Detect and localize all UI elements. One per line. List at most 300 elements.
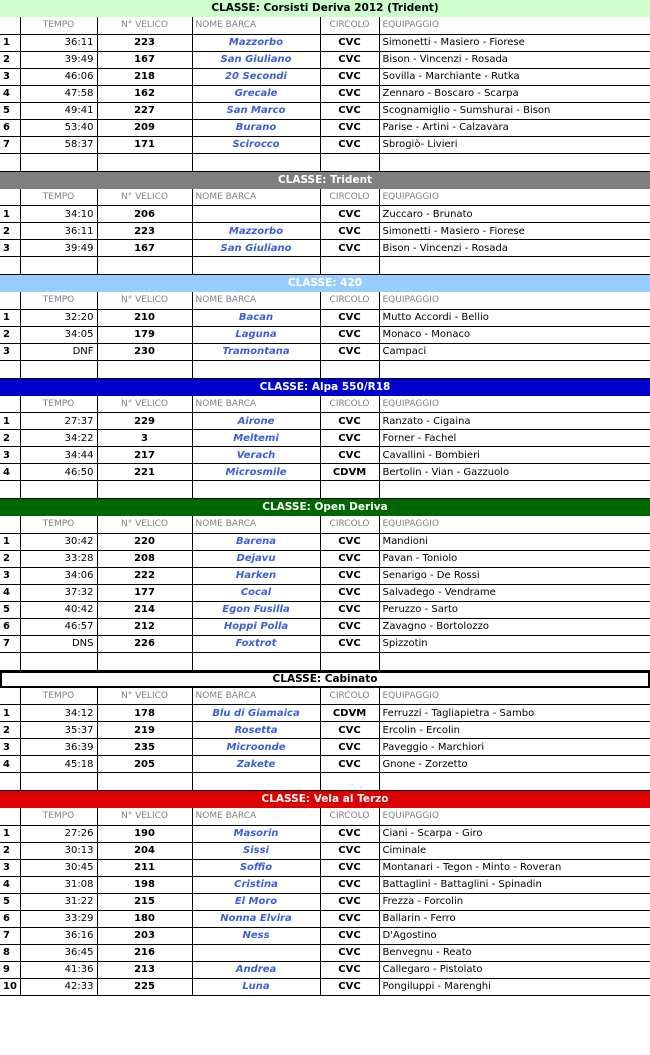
boat-name-cell: Dejavu [192,550,320,567]
boat-name-cell: Barena [192,533,320,550]
sail-number-cell: 206 [97,206,192,223]
crew-cell: Sbrogiò- Livieri [379,136,650,153]
sail-number-cell: 211 [97,859,192,876]
class-banner: CLASSE: 420 [0,275,650,292]
boat-name-cell [192,206,320,223]
table-row [0,944,650,961]
club-cell: CVC [320,635,379,652]
spacer-cell [320,652,379,670]
spacer-cell [0,481,20,499]
boat-name-cell: Mazzorbo [192,34,320,51]
position-cell: 1 [0,309,20,326]
boat-name-cell: Hoppi Polla [192,618,320,635]
club-cell: CVC [320,876,379,893]
header-time-cell: TEMPO [20,396,97,413]
position-cell: 5 [0,601,20,618]
header-club-cell: CIRCOLO [320,292,379,309]
class-banner: CLASSE: Cabinato [0,671,650,688]
spacer-cell [0,153,20,171]
club-cell: CVC [320,68,379,85]
spacer-cell [379,773,650,791]
table-row [0,722,650,739]
table-row [0,876,650,893]
time-cell: 49:41 [20,102,97,119]
table-row [0,910,650,927]
club-cell: CVC [320,859,379,876]
time-cell: 46:57 [20,618,97,635]
table-row [0,756,650,773]
sail-number-cell: 221 [97,464,192,481]
header-boat-name-cell: NOME BARCA [192,17,320,34]
sail-number-cell: 180 [97,910,192,927]
results-table [0,808,650,996]
crew-cell: Zennaro - Boscaro - Scarpa [379,85,650,102]
spacer-cell [20,257,97,275]
header-position-cell [0,516,20,533]
table-row [0,206,650,223]
boat-name-cell: Tramontana [192,343,320,360]
sail-number-cell: 204 [97,842,192,859]
time-cell: 31:22 [20,893,97,910]
header-row [0,396,650,413]
crew-cell: Mandioni [379,533,650,550]
spacer-row [0,652,650,670]
club-cell: CVC [320,756,379,773]
club-cell: CVC [320,584,379,601]
boat-name-cell: Foxtrot [192,635,320,652]
time-cell: 31:08 [20,876,97,893]
boat-name-cell: Nonna Elvira [192,910,320,927]
club-cell: CVC [320,910,379,927]
boat-name-cell: Rosetta [192,722,320,739]
position-cell: 3 [0,447,20,464]
crew-cell: Ferruzzi - Tagliapietra - Sambo [379,705,650,722]
header-position-cell [0,808,20,825]
crew-cell: Senarigo - De Rossi [379,567,650,584]
position-cell: 4 [0,876,20,893]
sail-number-cell: 214 [97,601,192,618]
sail-number-cell: 167 [97,51,192,68]
sail-number-cell: 208 [97,550,192,567]
header-row [0,516,650,533]
club-cell: CVC [320,326,379,343]
sail-number-cell: 225 [97,978,192,995]
crew-cell: Spizzotin [379,635,650,652]
sail-number-cell: 223 [97,34,192,51]
spacer-cell [20,360,97,378]
crew-cell: Zuccaro - Brunato [379,206,650,223]
table-row [0,825,650,842]
header-sail-number-cell: N° VELICO [97,396,192,413]
time-cell: 32:20 [20,309,97,326]
boat-name-cell: Luna [192,978,320,995]
sail-number-cell: 212 [97,618,192,635]
spacer-cell [0,773,20,791]
sail-number-cell: 218 [97,68,192,85]
crew-cell: Ciani - Scarpa - Giro [379,825,650,842]
spacer-cell [0,257,20,275]
boat-name-cell: Egon Fusilla [192,601,320,618]
time-cell: 36:45 [20,944,97,961]
position-cell: 9 [0,961,20,978]
results-table [0,189,650,276]
sail-number-cell: 226 [97,635,192,652]
table-row [0,533,650,550]
boat-name-cell: Grecale [192,85,320,102]
position-cell: 1 [0,533,20,550]
spacer-row [0,360,650,378]
header-crew-cell: EQUIPAGGIO [379,516,650,533]
time-cell: 33:29 [20,910,97,927]
header-crew-cell: EQUIPAGGIO [379,189,650,206]
boat-name-cell: San Giuliano [192,240,320,257]
class-banner: CLASSE: Corsisti Deriva 2012 (Trident) [0,0,650,17]
sail-number-cell: 227 [97,102,192,119]
crew-cell: Pavan - Toniolo [379,550,650,567]
crew-cell: Ciminale [379,842,650,859]
crew-cell: Ballarin - Ferro [379,910,650,927]
class-section-4 [0,379,650,500]
header-row [0,808,650,825]
club-cell: CVC [320,413,379,430]
header-boat-name-cell: NOME BARCA [192,516,320,533]
header-time-cell: TEMPO [20,516,97,533]
class-banner: CLASSE: Open Deriva [0,499,650,516]
boat-name-cell: Burano [192,119,320,136]
sail-number-cell: 229 [97,413,192,430]
crew-cell: Paveggio - Marchiori [379,739,650,756]
table-row [0,326,650,343]
spacer-row [0,153,650,171]
boat-name-cell: 20 Secondi [192,68,320,85]
position-cell: 3 [0,859,20,876]
position-cell: 2 [0,223,20,240]
crew-cell: Salvadego - Vendrame [379,584,650,601]
spacer-row [0,773,650,791]
position-cell: 3 [0,343,20,360]
time-cell: 27:26 [20,825,97,842]
spacer-cell [320,257,379,275]
boat-name-cell: Airone [192,413,320,430]
sail-number-cell: 177 [97,584,192,601]
position-cell: 5 [0,102,20,119]
spacer-cell [97,652,192,670]
time-cell: 53:40 [20,119,97,136]
sail-number-cell: 223 [97,223,192,240]
spacer-cell [379,481,650,499]
table-row [0,85,650,102]
spacer-cell [192,360,320,378]
position-cell: 7 [0,136,20,153]
time-cell: 27:37 [20,413,97,430]
header-position-cell [0,189,20,206]
boat-name-cell: Meltemi [192,430,320,447]
table-row [0,136,650,153]
position-cell: 2 [0,842,20,859]
class-banner: CLASSE: Alpa 550/R18 [0,379,650,396]
crew-cell: Simonetti - Masiero - Fiorese [379,223,650,240]
class-section-5 [0,499,650,671]
spacer-cell [97,481,192,499]
results-table [0,516,650,671]
time-cell: 34:22 [20,430,97,447]
club-cell: CVC [320,567,379,584]
spacer-cell [192,153,320,171]
header-time-cell: TEMPO [20,17,97,34]
boat-name-cell: Soffio [192,859,320,876]
club-cell: CVC [320,944,379,961]
header-sail-number-cell: N° VELICO [97,688,192,705]
crew-cell: Battaglini - Battaglini - Spinadin [379,876,650,893]
club-cell: CVC [320,825,379,842]
spacer-cell [97,773,192,791]
spacer-cell [0,652,20,670]
position-cell: 8 [0,944,20,961]
table-row [0,961,650,978]
header-boat-name-cell: NOME BARCA [192,189,320,206]
header-position-cell [0,396,20,413]
table-row [0,34,650,51]
crew-cell: Montanari - Tegon - Minto - Roveran [379,859,650,876]
time-cell: 36:39 [20,739,97,756]
table-row [0,119,650,136]
spacer-cell [97,153,192,171]
table-row [0,567,650,584]
sail-number-cell: 203 [97,927,192,944]
boat-name-cell: Cristina [192,876,320,893]
crew-cell: Pongiluppi - Marenghi [379,978,650,995]
time-cell: 30:42 [20,533,97,550]
table-row [0,413,650,430]
club-cell: CVC [320,601,379,618]
club-cell: CVC [320,34,379,51]
boat-name-cell: Blu di Giamaica [192,705,320,722]
header-boat-name-cell: NOME BARCA [192,292,320,309]
time-cell: 34:10 [20,206,97,223]
crew-cell: Peruzzo - Sarto [379,601,650,618]
position-cell: 6 [0,618,20,635]
header-crew-cell: EQUIPAGGIO [379,808,650,825]
sail-number-cell: 162 [97,85,192,102]
spacer-cell [320,153,379,171]
header-club-cell: CIRCOLO [320,516,379,533]
time-cell: DNF [20,343,97,360]
class-section-2 [0,172,650,276]
table-row [0,550,650,567]
header-boat-name-cell: NOME BARCA [192,396,320,413]
time-cell: 34:05 [20,326,97,343]
position-cell: 4 [0,464,20,481]
header-time-cell: TEMPO [20,808,97,825]
spacer-cell [379,153,650,171]
club-cell: CDVM [320,705,379,722]
crew-cell: Bison - Vincenzi - Rosada [379,240,650,257]
class-section-7 [0,791,650,996]
spacer-cell [20,481,97,499]
boat-name-cell: San Giuliano [192,51,320,68]
spacer-row [0,257,650,275]
position-cell: 1 [0,705,20,722]
time-cell: 39:49 [20,51,97,68]
sail-number-cell: 219 [97,722,192,739]
boat-name-cell: El Moro [192,893,320,910]
sail-number-cell: 205 [97,756,192,773]
time-cell: 37:32 [20,584,97,601]
header-boat-name-cell: NOME BARCA [192,808,320,825]
position-cell: 3 [0,739,20,756]
position-cell: 2 [0,722,20,739]
sail-number-cell: 216 [97,944,192,961]
header-club-cell: CIRCOLO [320,808,379,825]
time-cell: 46:06 [20,68,97,85]
club-cell: CVC [320,739,379,756]
class-section-1 [0,0,650,172]
boat-name-cell: Microonde [192,739,320,756]
time-cell: 45:18 [20,756,97,773]
crew-cell: Parise - Artini - Calzavara [379,119,650,136]
position-cell: 7 [0,927,20,944]
position-cell: 4 [0,584,20,601]
results-table [0,688,650,792]
table-row [0,430,650,447]
class-section-6 [0,671,650,792]
club-cell: CVC [320,533,379,550]
time-cell: 34:44 [20,447,97,464]
club-cell: CVC [320,309,379,326]
club-cell: CVC [320,893,379,910]
sail-number-cell: 217 [97,447,192,464]
header-crew-cell: EQUIPAGGIO [379,17,650,34]
sail-number-cell: 209 [97,119,192,136]
position-cell: 4 [0,756,20,773]
position-cell: 6 [0,910,20,927]
crew-cell: Gnone - Zorzetto [379,756,650,773]
crew-cell: Forner - Fachel [379,430,650,447]
boat-name-cell: Cocal [192,584,320,601]
club-cell: CVC [320,842,379,859]
sail-number-cell: 198 [97,876,192,893]
club-cell: CVC [320,102,379,119]
header-time-cell: TEMPO [20,189,97,206]
crew-cell: Frezza - Forcolin [379,893,650,910]
table-row [0,68,650,85]
boat-name-cell: Microsmile [192,464,320,481]
sail-number-cell: 3 [97,430,192,447]
club-cell: CVC [320,85,379,102]
time-cell: 30:45 [20,859,97,876]
time-cell: 33:28 [20,550,97,567]
position-cell: 2 [0,51,20,68]
boat-name-cell [192,944,320,961]
club-cell: CVC [320,722,379,739]
spacer-cell [320,773,379,791]
results-table [0,292,650,379]
position-cell: 1 [0,34,20,51]
crew-cell: Sovilla - Marchiante - Rutka [379,68,650,85]
table-row [0,309,650,326]
time-cell: 46:50 [20,464,97,481]
position-cell: 2 [0,550,20,567]
spacer-cell [20,773,97,791]
header-club-cell: CIRCOLO [320,396,379,413]
time-cell: 42:33 [20,978,97,995]
crew-cell: Bertolin - Vian - Gazzuolo [379,464,650,481]
spacer-cell [320,360,379,378]
header-club-cell: CIRCOLO [320,17,379,34]
header-club-cell: CIRCOLO [320,688,379,705]
spacer-cell [97,360,192,378]
table-row [0,447,650,464]
crew-cell: Zavagno - Bortolozzo [379,618,650,635]
boat-name-cell: Laguna [192,326,320,343]
spacer-cell [0,360,20,378]
time-cell: 41:36 [20,961,97,978]
header-sail-number-cell: N° VELICO [97,189,192,206]
table-row [0,343,650,360]
crew-cell: Bison - Vincenzi - Rosada [379,51,650,68]
header-time-cell: TEMPO [20,688,97,705]
time-cell: 36:11 [20,223,97,240]
header-row [0,292,650,309]
table-row [0,859,650,876]
spacer-cell [192,773,320,791]
results-table [0,396,650,500]
sail-number-cell: 220 [97,533,192,550]
time-cell: 40:42 [20,601,97,618]
table-row [0,842,650,859]
position-cell: 4 [0,85,20,102]
crew-cell: Cavallini - Bombieri [379,447,650,464]
header-crew-cell: EQUIPAGGIO [379,292,650,309]
header-row [0,17,650,34]
table-row [0,51,650,68]
table-row [0,601,650,618]
header-row [0,189,650,206]
crew-cell: Mutto Accordi - Bellio [379,309,650,326]
header-crew-cell: EQUIPAGGIO [379,396,650,413]
club-cell: CVC [320,206,379,223]
boat-name-cell: Harken [192,567,320,584]
boat-name-cell: Sissi [192,842,320,859]
position-cell: 6 [0,119,20,136]
position-cell: 2 [0,430,20,447]
table-row [0,240,650,257]
club-cell: CVC [320,119,379,136]
header-club-cell: CIRCOLO [320,189,379,206]
sail-number-cell: 179 [97,326,192,343]
time-cell: 35:37 [20,722,97,739]
time-cell: 36:16 [20,927,97,944]
sail-number-cell: 213 [97,961,192,978]
sail-number-cell: 190 [97,825,192,842]
position-cell: 7 [0,635,20,652]
class-section-3 [0,275,650,379]
spacer-cell [20,652,97,670]
class-banner: CLASSE: Trident [0,172,650,189]
header-sail-number-cell: N° VELICO [97,17,192,34]
crew-cell: Callegaro - Pistolato [379,961,650,978]
position-cell: 2 [0,326,20,343]
header-time-cell: TEMPO [20,292,97,309]
crew-cell: Scognamiglio - Sumshurai - Bison [379,102,650,119]
position-cell: 3 [0,240,20,257]
table-row [0,584,650,601]
sail-number-cell: 230 [97,343,192,360]
sail-number-cell: 210 [97,309,192,326]
boat-name-cell: Bacan [192,309,320,326]
club-cell: CVC [320,550,379,567]
position-cell: 5 [0,893,20,910]
